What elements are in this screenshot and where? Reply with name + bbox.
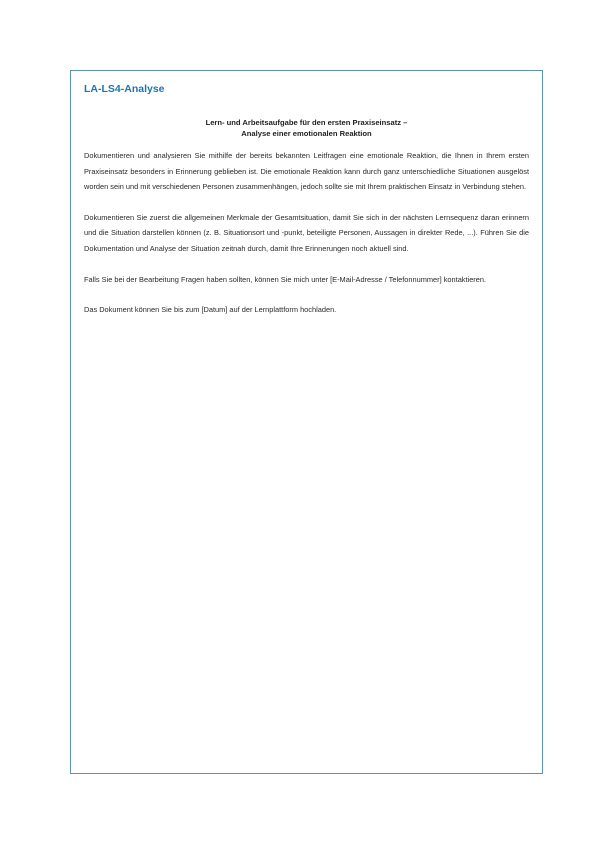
paragraph-documentation: Dokumentieren Sie zuerst die allgemeinen Merkmale der Gesamtsituation, damit Sie sich in der nächsten Lernsequenz daran erinnern und die Situation darstellen können (z. B. Situationsort und -punkt, beteiligte Personen, Aussagen in direkter Rede, ...). Führen Sie die Dokumentation und Analyse der Situation zeitnah durch, damit Ihre Erinnerungen noch aktuell sind. [84,212,529,253]
task-subtitle [84,117,529,139]
subtitle-line-1: Lern- und Arbeitsaufgabe für den ersten Praxiseinsatz – [205,118,408,127]
subtitle-line-2: Analyse einer emotionalen Reaktion [241,129,372,138]
paragraph-instructions: Dokumentieren und analysieren Sie mithilfe der bereits bekannten Leitfragen eine emotionale Reaktion, die Ihnen in Ihrem ersten Praxiseinsatz besonders in Erinnerung geblieben ist. Die emotionale Reaktion kann durch ganz unterschiedliche Situationen ausgelöst worden sein und mit verschiedenen Personen zusammenhängen, jedoch sollte sie mit Ihrem praktischen Einsatz in Verbindung stehen. [84,151,529,192]
paragraph-contact: Falls Sie bei der Bearbeitung Fragen haben sollten, können Sie mich unter [E-Mail-Adresse / Telefonnummer] kontaktieren. [84,274,487,284]
document-body [84,148,529,333]
paragraph-upload: Das Dokument können Sie bis zum [Datum] auf der Lernplattform hochladen. [84,305,337,315]
document-frame [70,70,543,774]
document-heading: LA-LS4-Analyse [84,83,165,95]
